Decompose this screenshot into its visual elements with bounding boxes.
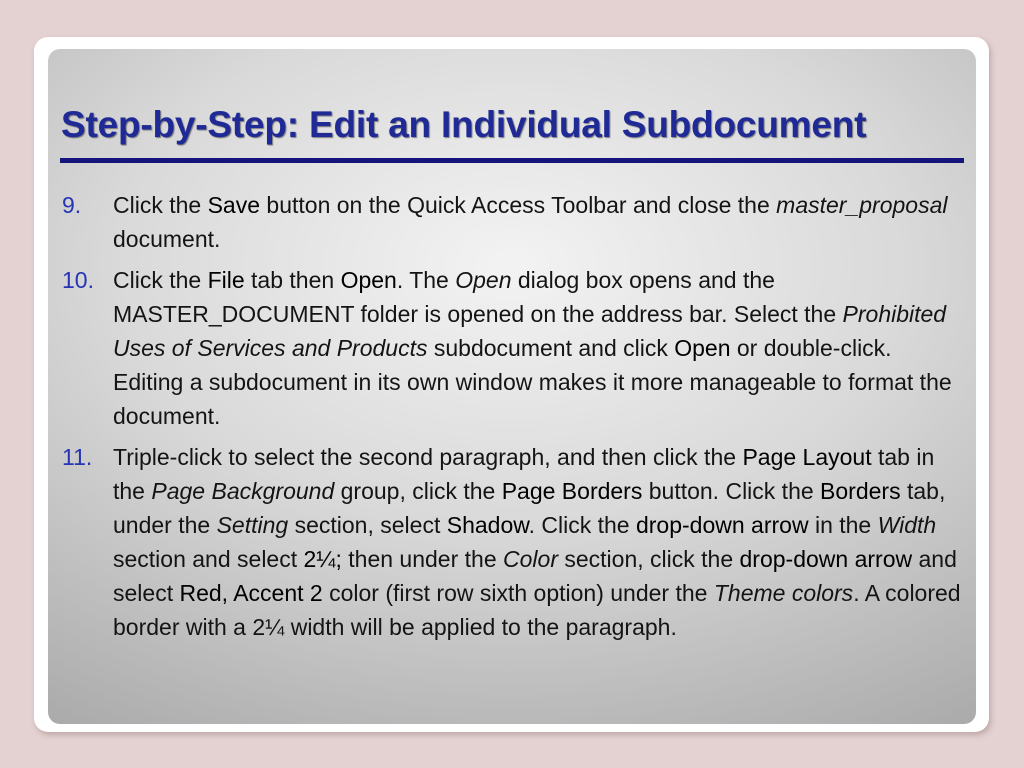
italic-term: Color bbox=[503, 546, 558, 572]
step-text-run: section, select bbox=[288, 512, 447, 538]
step-text-run: section, click the bbox=[557, 546, 740, 572]
step-number: 9. bbox=[62, 192, 82, 218]
step-list bbox=[62, 188, 962, 651]
step-text-run: . The bbox=[396, 267, 456, 293]
italic-term: Width bbox=[877, 512, 937, 538]
step-text-run: then under the bbox=[341, 546, 504, 572]
step-text-run: tab, under the bbox=[113, 478, 946, 538]
ui-term: 2¼; bbox=[303, 546, 342, 572]
step-text-run: . A colored border with a 2¼ width will be applied to the paragraph. bbox=[113, 580, 961, 640]
step-text-run: section and select bbox=[113, 546, 304, 572]
ui-term: File bbox=[207, 267, 245, 293]
italic-term: Page Background bbox=[151, 478, 335, 504]
step-text-run: button on the Quick Access Toolbar and close the bbox=[260, 192, 777, 218]
step-text-run: subdocument and click bbox=[427, 335, 675, 361]
slide-title: Step-by-Step: Edit an Individual Subdocument bbox=[61, 104, 867, 145]
step-text-run: color (first row sixth option) under the bbox=[322, 580, 714, 606]
ui-term: Save bbox=[207, 192, 261, 218]
step-text-run: Click the bbox=[113, 192, 208, 218]
ui-term: Page Borders bbox=[501, 478, 643, 504]
step-text-run: . Click the bbox=[528, 512, 636, 538]
ui-term: drop-down arrow bbox=[635, 512, 809, 538]
step-text-run: tab then bbox=[244, 267, 341, 293]
title-underline bbox=[60, 158, 964, 163]
step-text bbox=[113, 192, 947, 252]
step-text bbox=[113, 444, 961, 640]
step-text-run: button. Click the bbox=[642, 478, 821, 504]
italic-term: Open bbox=[455, 267, 512, 293]
step-text-run: and select bbox=[113, 546, 957, 606]
step-text-run: group, click the bbox=[334, 478, 502, 504]
step-text-run: in the bbox=[808, 512, 878, 538]
step-text-run: or double-click. Editing a subdocument in its own window makes it more manageable to format the document. bbox=[113, 335, 952, 429]
italic-term: master_proposal bbox=[776, 192, 948, 218]
step-text-run: Triple-click to select the second paragraph, and then click the bbox=[113, 444, 743, 470]
ui-term: Red, Accent 2 bbox=[179, 580, 323, 606]
italic-term: Theme colors bbox=[713, 580, 854, 606]
step-text-run: tab in the bbox=[113, 444, 935, 504]
step-number: 11. bbox=[62, 444, 93, 470]
step-text-run: dialog box opens and the MASTER_DOCUMENT folder is opened on the address bar. Select the bbox=[113, 267, 843, 327]
ui-term: Open bbox=[674, 335, 731, 361]
step-item bbox=[62, 263, 962, 433]
step-number: 10. bbox=[62, 267, 94, 293]
italic-term: Prohibited Uses of Services and Products bbox=[113, 301, 947, 361]
ui-term: Shadow bbox=[446, 512, 529, 538]
step-text bbox=[113, 267, 952, 429]
ui-term: drop-down arrow bbox=[739, 546, 913, 572]
ui-term: Page Layout bbox=[742, 444, 872, 470]
slide-panel bbox=[48, 49, 976, 724]
italic-term: Setting bbox=[216, 512, 289, 538]
ui-term: Open bbox=[340, 267, 397, 293]
step-text-run: Click the bbox=[113, 267, 208, 293]
step-item bbox=[62, 440, 962, 644]
ui-term: Borders bbox=[820, 478, 901, 504]
step-item bbox=[62, 188, 962, 256]
step-text-run: document. bbox=[113, 226, 221, 252]
